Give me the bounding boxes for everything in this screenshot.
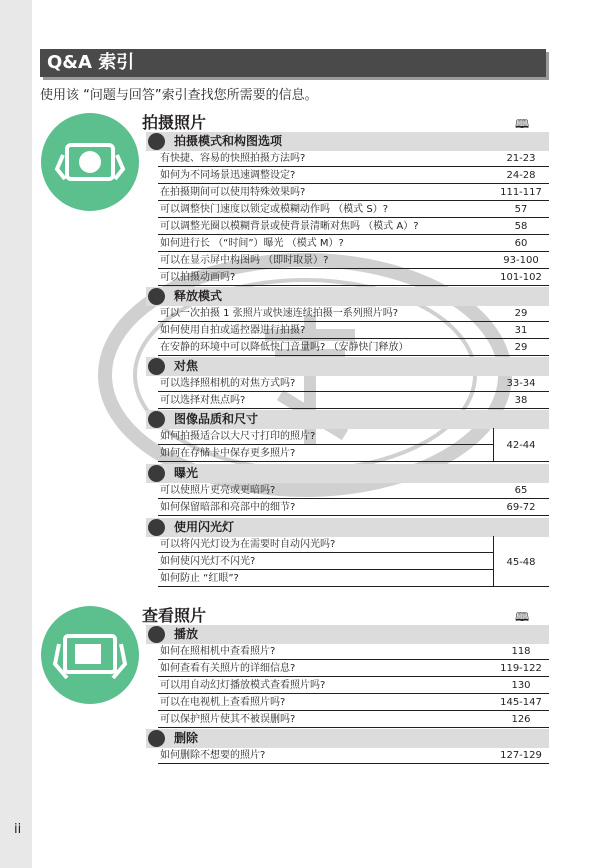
list-item[interactable]: 可以保护照片使其不被误删吗? 126 bbox=[158, 711, 549, 728]
list-item[interactable]: 有快捷、容易的快照拍摄方法吗? 21-23 bbox=[158, 150, 549, 167]
topic-header: 释放模式 bbox=[146, 287, 549, 306]
list-item[interactable]: 如何使用自拍或遥控器进行拍摄? 31 bbox=[158, 322, 549, 339]
list-item[interactable]: 可以调整光圈以模糊背景或使背景清晰对焦吗 （模式 A）? 58 bbox=[158, 218, 549, 235]
topic-header: 对焦 bbox=[146, 357, 549, 376]
section-title-playback: 查看照片 bbox=[142, 606, 207, 625]
topic-header: 播放 bbox=[146, 625, 549, 644]
list-item[interactable]: 如何保留暗部和亮部中的细节? 69-72 bbox=[158, 499, 549, 516]
list-item[interactable]: 可以在显示屏中构图吗 （即时取景）? 93-100 bbox=[158, 252, 549, 269]
intro-text: 使用该 “问题与回答”索引查找您所需要的信息。 bbox=[40, 88, 318, 103]
list-item[interactable]: 如何防止 “红眼”? bbox=[158, 570, 549, 587]
list-item[interactable]: 如何使闪光灯不闪光? bbox=[158, 553, 493, 570]
magnifier-icon bbox=[148, 730, 165, 747]
topic-header: 使用闪光灯 bbox=[146, 518, 549, 537]
list-item[interactable]: 可以将闪光灯设为在需要时自动闪光吗? bbox=[158, 536, 493, 553]
left-margin-strip bbox=[0, 0, 32, 868]
topic-header: 拍摄模式和构图选项 bbox=[146, 132, 549, 151]
magnifier-icon bbox=[148, 626, 165, 643]
list-item[interactable]: 在拍摄期间可以使用特殊效果吗? 111-117 bbox=[158, 184, 549, 201]
magnifier-icon bbox=[148, 358, 165, 375]
list-item[interactable]: 如何在照相机中查看照片? 118 bbox=[158, 643, 549, 660]
magnifier-icon bbox=[148, 288, 165, 305]
list-item[interactable]: 可以用自动幻灯播放模式查看照片吗? 130 bbox=[158, 677, 549, 694]
list-item[interactable]: 在安静的环境中可以降低快门音量吗? （安静快门释放） 29 bbox=[158, 339, 549, 356]
list-item[interactable]: 如何拍摄适合以大尺寸打印的照片? bbox=[158, 428, 493, 445]
section-title-shooting: 拍摄照片 bbox=[142, 113, 207, 132]
magnifier-icon bbox=[148, 133, 165, 150]
magnifier-icon bbox=[148, 519, 165, 536]
topic-header: 删除 bbox=[146, 729, 549, 748]
magnifier-icon bbox=[148, 465, 165, 482]
list-item[interactable]: 可以拍摄动画吗? 101-102 bbox=[158, 269, 549, 286]
list-item[interactable]: 如何删除不想要的照片? 127-129 bbox=[158, 747, 549, 764]
list-item[interactable]: 如何进行长 （“时间”）曝光 （模式 M）? 60 bbox=[158, 235, 549, 252]
book-icon: 🕮 bbox=[515, 117, 530, 131]
list-item[interactable]: 可以在电视机上查看照片吗? 145-147 bbox=[158, 694, 549, 711]
shooting-category-icon bbox=[41, 113, 139, 211]
list-item[interactable]: 如何为不同场景迅速调整设定? 24-28 bbox=[158, 167, 549, 184]
list-item[interactable]: 可以一次拍摄 1 张照片或快速连续拍摄一系列照片吗? 29 bbox=[158, 305, 549, 322]
list-item[interactable]: 如何查看有关照片的详细信息? 119-122 bbox=[158, 660, 549, 677]
list-item[interactable]: 可以选择照相机的对焦方式吗? 33-34 bbox=[158, 375, 549, 392]
page-ref[interactable]: 42-44 bbox=[506, 440, 536, 451]
page-number: ii bbox=[14, 822, 22, 837]
list-item[interactable]: 可以使照片更亮或更暗吗? 65 bbox=[158, 482, 549, 499]
list-item[interactable]: 可以选择对焦点吗? 38 bbox=[158, 392, 549, 409]
topic-header: 图像品质和尺寸 bbox=[146, 410, 549, 429]
page-title: Q&A 索引 bbox=[40, 49, 546, 77]
playback-category-icon bbox=[41, 606, 139, 704]
list-item[interactable]: 可以调整快门速度以锁定或模糊动作吗 （模式 S）? 57 bbox=[158, 201, 549, 218]
book-icon: 🕮 bbox=[515, 610, 530, 624]
page-ref[interactable]: 45-48 bbox=[506, 557, 536, 568]
magnifier-icon bbox=[148, 411, 165, 428]
topic-header: 曝光 bbox=[146, 464, 549, 483]
list-item[interactable]: 如何在存储卡中保存更多照片? bbox=[158, 445, 549, 462]
